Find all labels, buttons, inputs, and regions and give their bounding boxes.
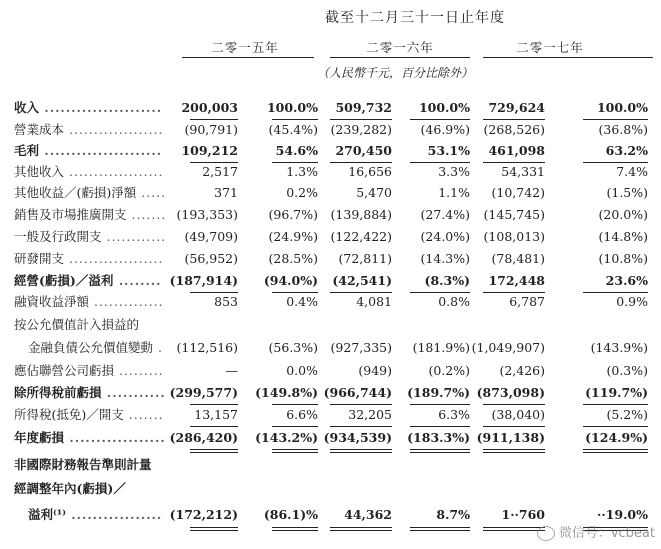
total-rule [330, 426, 392, 427]
total-rule [272, 292, 318, 293]
cell-pct-2016: (46.9%) [420, 122, 470, 137]
table-row [0, 183, 661, 203]
row-label [14, 271, 162, 291]
cell-amount-2015: 853 [214, 294, 238, 309]
leader-dots: . [153, 340, 163, 355]
leader-dots: ................... [64, 122, 164, 137]
cell-pct-2015: (56.3%) [268, 340, 318, 355]
year-header-2015: 二零一五年 [211, 40, 279, 55]
row-label [14, 428, 166, 448]
total-rule [330, 162, 392, 163]
cell-amount-2017: (10,742) [491, 185, 545, 200]
cell-amount-2017: (38,040) [491, 407, 545, 422]
cell-amount-2016: 32,205 [348, 407, 392, 422]
row-label-text: 金融負債公允價值變動 [28, 340, 154, 355]
leader-dots: ............ [101, 229, 167, 244]
cell-amount-2015: — [225, 363, 238, 378]
cell-pct-2016: 100.0% [418, 100, 470, 115]
leader-dots: ................... [64, 251, 164, 266]
total-rule [190, 449, 238, 450]
row-label [14, 249, 163, 269]
total-rule [190, 452, 238, 453]
row-label [14, 120, 163, 140]
cell-amount-2016: 4,081 [356, 294, 392, 309]
total-rule [272, 404, 318, 405]
cell-pct-2017: (119.7%) [585, 385, 648, 400]
row-label [14, 361, 164, 381]
cell-amount-2015: 371 [214, 185, 238, 200]
total-rule [410, 527, 470, 528]
cell-pct-2015: (94.0%) [263, 273, 318, 288]
cell-amount-2016: 16,656 [348, 164, 392, 179]
cell-pct-2016: 3.3% [438, 164, 470, 179]
cell-pct-2017: ··19.0% [596, 507, 648, 522]
cell-amount-2017: 6,787 [509, 294, 545, 309]
row-label [14, 455, 152, 475]
cell-amount-2017: (268,526) [483, 122, 545, 137]
cell-pct-2015: 100.0% [266, 100, 318, 115]
total-rule [410, 530, 470, 531]
total-rule [583, 452, 648, 453]
cell-pct-2015: 0.4% [286, 294, 318, 309]
row-label-text: 銷售及市場推廣開支 [14, 207, 127, 222]
cell-amount-2017: (145,745) [483, 207, 545, 222]
year-rule-2015 [182, 57, 314, 58]
total-rule [583, 449, 648, 450]
leader-dots: ....... [126, 207, 167, 222]
leader-dots: ......... [114, 363, 164, 378]
total-rule [330, 527, 392, 528]
cell-pct-2015: (149.8%) [255, 385, 318, 400]
cell-amount-2015: (299,577) [169, 385, 238, 400]
cell-pct-2017: (124.9%) [585, 430, 648, 445]
cell-amount-2016: (949) [358, 363, 392, 378]
cell-pct-2015: (45.4%) [268, 122, 318, 137]
cell-pct-2017: 100.0% [596, 100, 648, 115]
total-rule [272, 119, 318, 120]
cell-amount-2016: 44,362 [344, 507, 392, 522]
total-rule [272, 530, 318, 531]
total-rule [272, 527, 318, 528]
table-row [0, 141, 661, 161]
row-label-text: 營業成本 [14, 122, 65, 137]
row-label-text: 經調整年內(虧損)／ [14, 481, 126, 496]
row-label [14, 162, 163, 182]
row-label-text: 除所得稅前虧損 [14, 385, 102, 400]
table-row [0, 292, 661, 312]
cell-amount-2017: (108,013) [483, 229, 545, 244]
cell-pct-2016: (24.0%) [420, 229, 470, 244]
cell-pct-2015: (86.1)% [263, 507, 318, 522]
cell-amount-2017: (2,426) [499, 363, 545, 378]
total-rule [410, 119, 470, 120]
total-rule [410, 404, 470, 405]
table-title: 截至十二月三十一日止年度 [325, 10, 505, 26]
total-rule [272, 449, 318, 450]
row-label [14, 183, 166, 203]
cell-amount-2017: (78,481) [491, 251, 545, 266]
leader-dots: .................. [64, 430, 166, 445]
cell-amount-2016: 509,732 [335, 100, 392, 115]
cell-pct-2017: (14.8%) [598, 229, 648, 244]
row-label-text: 經營(虧損)／溢利 [14, 273, 114, 288]
total-rule [330, 449, 392, 450]
row-label [28, 505, 162, 525]
cell-amount-2016: (239,282) [330, 122, 392, 137]
cell-amount-2017: (1,049,907) [471, 340, 545, 355]
cell-pct-2017: (36.8%) [598, 122, 648, 137]
cell-pct-2017: (5.2%) [606, 407, 648, 422]
row-label [14, 292, 164, 312]
total-rule [410, 426, 470, 427]
row-label-text: 研發開支 [14, 251, 65, 266]
leader-dots: ..... [136, 185, 167, 200]
total-rule [483, 527, 545, 528]
total-rule [583, 404, 648, 405]
row-label [14, 405, 164, 425]
table-row [0, 162, 661, 182]
total-rule [330, 119, 392, 120]
cell-amount-2015: (90,791) [184, 122, 238, 137]
cell-amount-2017: 1··760 [501, 507, 545, 522]
table-row [0, 338, 661, 358]
cell-pct-2017: 7.4% [616, 164, 648, 179]
year-header-2017: 二零一七年 [516, 40, 584, 55]
row-label [28, 338, 163, 358]
cell-pct-2017: 23.6% [605, 273, 648, 288]
cell-pct-2016: 53.1% [427, 143, 470, 158]
cell-amount-2017: (911,138) [476, 430, 545, 445]
cell-amount-2015: 13,157 [194, 407, 238, 422]
cell-amount-2017: 461,098 [488, 143, 545, 158]
total-rule [410, 162, 470, 163]
table-row [0, 405, 661, 425]
table-row [0, 361, 661, 381]
cell-pct-2015: (143.2%) [255, 430, 318, 445]
leader-dots: ...................... [39, 143, 163, 158]
cell-amount-2016: (927,335) [330, 340, 392, 355]
leader-dots: ....... [123, 407, 164, 422]
row-label-text: 其他收入 [14, 164, 65, 179]
cell-pct-2017: (1.5%) [606, 185, 648, 200]
cell-amount-2015: (193,353) [176, 207, 238, 222]
units-note: （人民幣千元，百分比除外） [316, 66, 473, 80]
cell-pct-2016: 1.1% [438, 185, 470, 200]
total-rule [330, 530, 392, 531]
table-row [0, 455, 661, 475]
cell-amount-2016: (42,541) [332, 273, 392, 288]
row-label [14, 479, 126, 499]
total-rule [330, 404, 392, 405]
cell-pct-2016: (0.2%) [428, 363, 470, 378]
cell-amount-2017: 729,624 [488, 100, 545, 115]
total-rule [483, 162, 545, 163]
total-rule [410, 452, 470, 453]
total-rule [483, 530, 545, 531]
leader-dots: .............. [89, 294, 164, 309]
row-label-text: 一般及行政開支 [14, 229, 102, 244]
table-row [0, 205, 661, 225]
cell-pct-2015: 0.2% [286, 185, 318, 200]
cell-pct-2016: (27.4%) [420, 207, 470, 222]
cell-pct-2015: 54.6% [275, 143, 318, 158]
total-rule [483, 292, 545, 293]
cell-amount-2016: (122,422) [330, 229, 392, 244]
cell-pct-2015: 1.3% [286, 164, 318, 179]
leader-dots: ................. [65, 507, 163, 522]
total-rule [483, 426, 545, 427]
cell-amount-2016: 5,470 [356, 185, 392, 200]
total-rule [190, 162, 238, 163]
cell-pct-2015: 0.0% [286, 363, 318, 378]
cell-amount-2015: (112,516) [176, 340, 238, 355]
row-label-text: 非國際財務報告準則計量 [14, 457, 152, 472]
total-rule [272, 452, 318, 453]
table-row [0, 227, 661, 247]
year-rule-2017 [483, 57, 653, 58]
cell-amount-2017: (873,098) [476, 385, 545, 400]
cell-pct-2015: (96.7%) [268, 207, 318, 222]
cell-pct-2016: 8.7% [436, 507, 470, 522]
row-label [14, 205, 166, 225]
total-rule [190, 527, 238, 528]
cell-pct-2016: 6.3% [438, 407, 470, 422]
year-header-2016: 二零一六年 [366, 40, 434, 55]
cell-amount-2016: (934,539) [323, 430, 392, 445]
cell-amount-2016: (72,811) [338, 251, 392, 266]
cell-amount-2015: (187,914) [169, 273, 238, 288]
cell-pct-2017: 0.9% [616, 294, 648, 309]
total-rule [410, 292, 470, 293]
table-row [0, 120, 661, 140]
total-rule [330, 292, 392, 293]
row-label-text: 其他收益／(虧損)淨額 [14, 185, 137, 200]
watermark-text: 微信号：vcbeat [558, 526, 655, 541]
cell-amount-2015: (49,709) [184, 229, 238, 244]
total-rule [330, 452, 392, 453]
cell-pct-2017: (10.8%) [598, 251, 648, 266]
table-row [0, 479, 661, 499]
watermark [537, 522, 655, 541]
cell-amount-2015: 109,212 [181, 143, 238, 158]
leader-dots: ................... [64, 164, 164, 179]
year-rule-2016 [330, 57, 470, 58]
row-label-text: 毛利 [14, 143, 40, 158]
total-rule [483, 449, 545, 450]
total-rule [583, 292, 648, 293]
cell-pct-2015: 6.6% [286, 407, 318, 422]
cell-amount-2017: 54,331 [501, 164, 545, 179]
row-label [14, 141, 162, 161]
cell-pct-2016: (14.3%) [420, 251, 470, 266]
cell-pct-2015: (24.9%) [268, 229, 318, 244]
leader-dots: ........... [101, 385, 166, 400]
total-rule [583, 162, 648, 163]
cell-amount-2017: 172,448 [488, 273, 545, 288]
cell-pct-2016: (189.7%) [407, 385, 470, 400]
cell-amount-2015: 2,517 [202, 164, 238, 179]
total-rule [410, 449, 470, 450]
table-row [0, 428, 661, 448]
table-row [0, 249, 661, 269]
wechat-icon [537, 526, 555, 541]
table-row [0, 383, 661, 403]
total-rule [190, 404, 238, 405]
total-rule [190, 530, 238, 531]
cell-amount-2015: (286,420) [169, 430, 238, 445]
cell-amount-2015: (56,952) [184, 251, 238, 266]
row-label [14, 227, 166, 247]
total-rule [483, 119, 545, 120]
total-rule [483, 404, 545, 405]
cell-pct-2017: 63.2% [605, 143, 648, 158]
cell-amount-2015: (172,212) [169, 507, 238, 522]
cell-pct-2015: (28.5%) [268, 251, 318, 266]
cell-pct-2016: 0.8% [438, 294, 470, 309]
total-rule [272, 162, 318, 163]
total-rule [583, 426, 648, 427]
row-label-text: 所得稅(抵免)／開支 [14, 407, 124, 422]
leader-dots: ...................... [39, 100, 163, 115]
row-label [14, 315, 139, 335]
row-label-text: 融資收益淨額 [14, 294, 90, 309]
total-rule [190, 426, 238, 427]
cell-pct-2017: (143.9%) [590, 340, 648, 355]
row-label-text: 應佔聯營公司虧損 [14, 363, 115, 378]
row-label-text: 年度虧損 [14, 430, 65, 445]
total-rule [190, 119, 238, 120]
cell-pct-2017: (20.0%) [598, 207, 648, 222]
cell-amount-2016: (139,884) [330, 207, 392, 222]
cell-pct-2016: (183.3%) [407, 430, 470, 445]
leader-dots: ........ [113, 273, 162, 288]
table-row [0, 98, 661, 118]
cell-amount-2016: 270,450 [335, 143, 392, 158]
cell-pct-2017: (0.3%) [606, 363, 648, 378]
total-rule [190, 292, 238, 293]
row-label-text: 按公允價值計入損益的 [14, 317, 140, 332]
cell-pct-2016: (8.3%) [424, 273, 470, 288]
total-rule [272, 426, 318, 427]
cell-amount-2016: (966,744) [323, 385, 392, 400]
row-label-text: 溢利⁽¹⁾ [28, 507, 66, 522]
table-row [0, 315, 661, 335]
cell-amount-2015: 200,003 [181, 100, 238, 115]
row-label [14, 98, 162, 118]
row-label-text: 收入 [14, 100, 40, 115]
cell-pct-2016: (181.9%) [412, 340, 470, 355]
row-label [14, 383, 166, 403]
total-rule [583, 119, 648, 120]
total-rule [483, 452, 545, 453]
table-row [0, 271, 661, 291]
